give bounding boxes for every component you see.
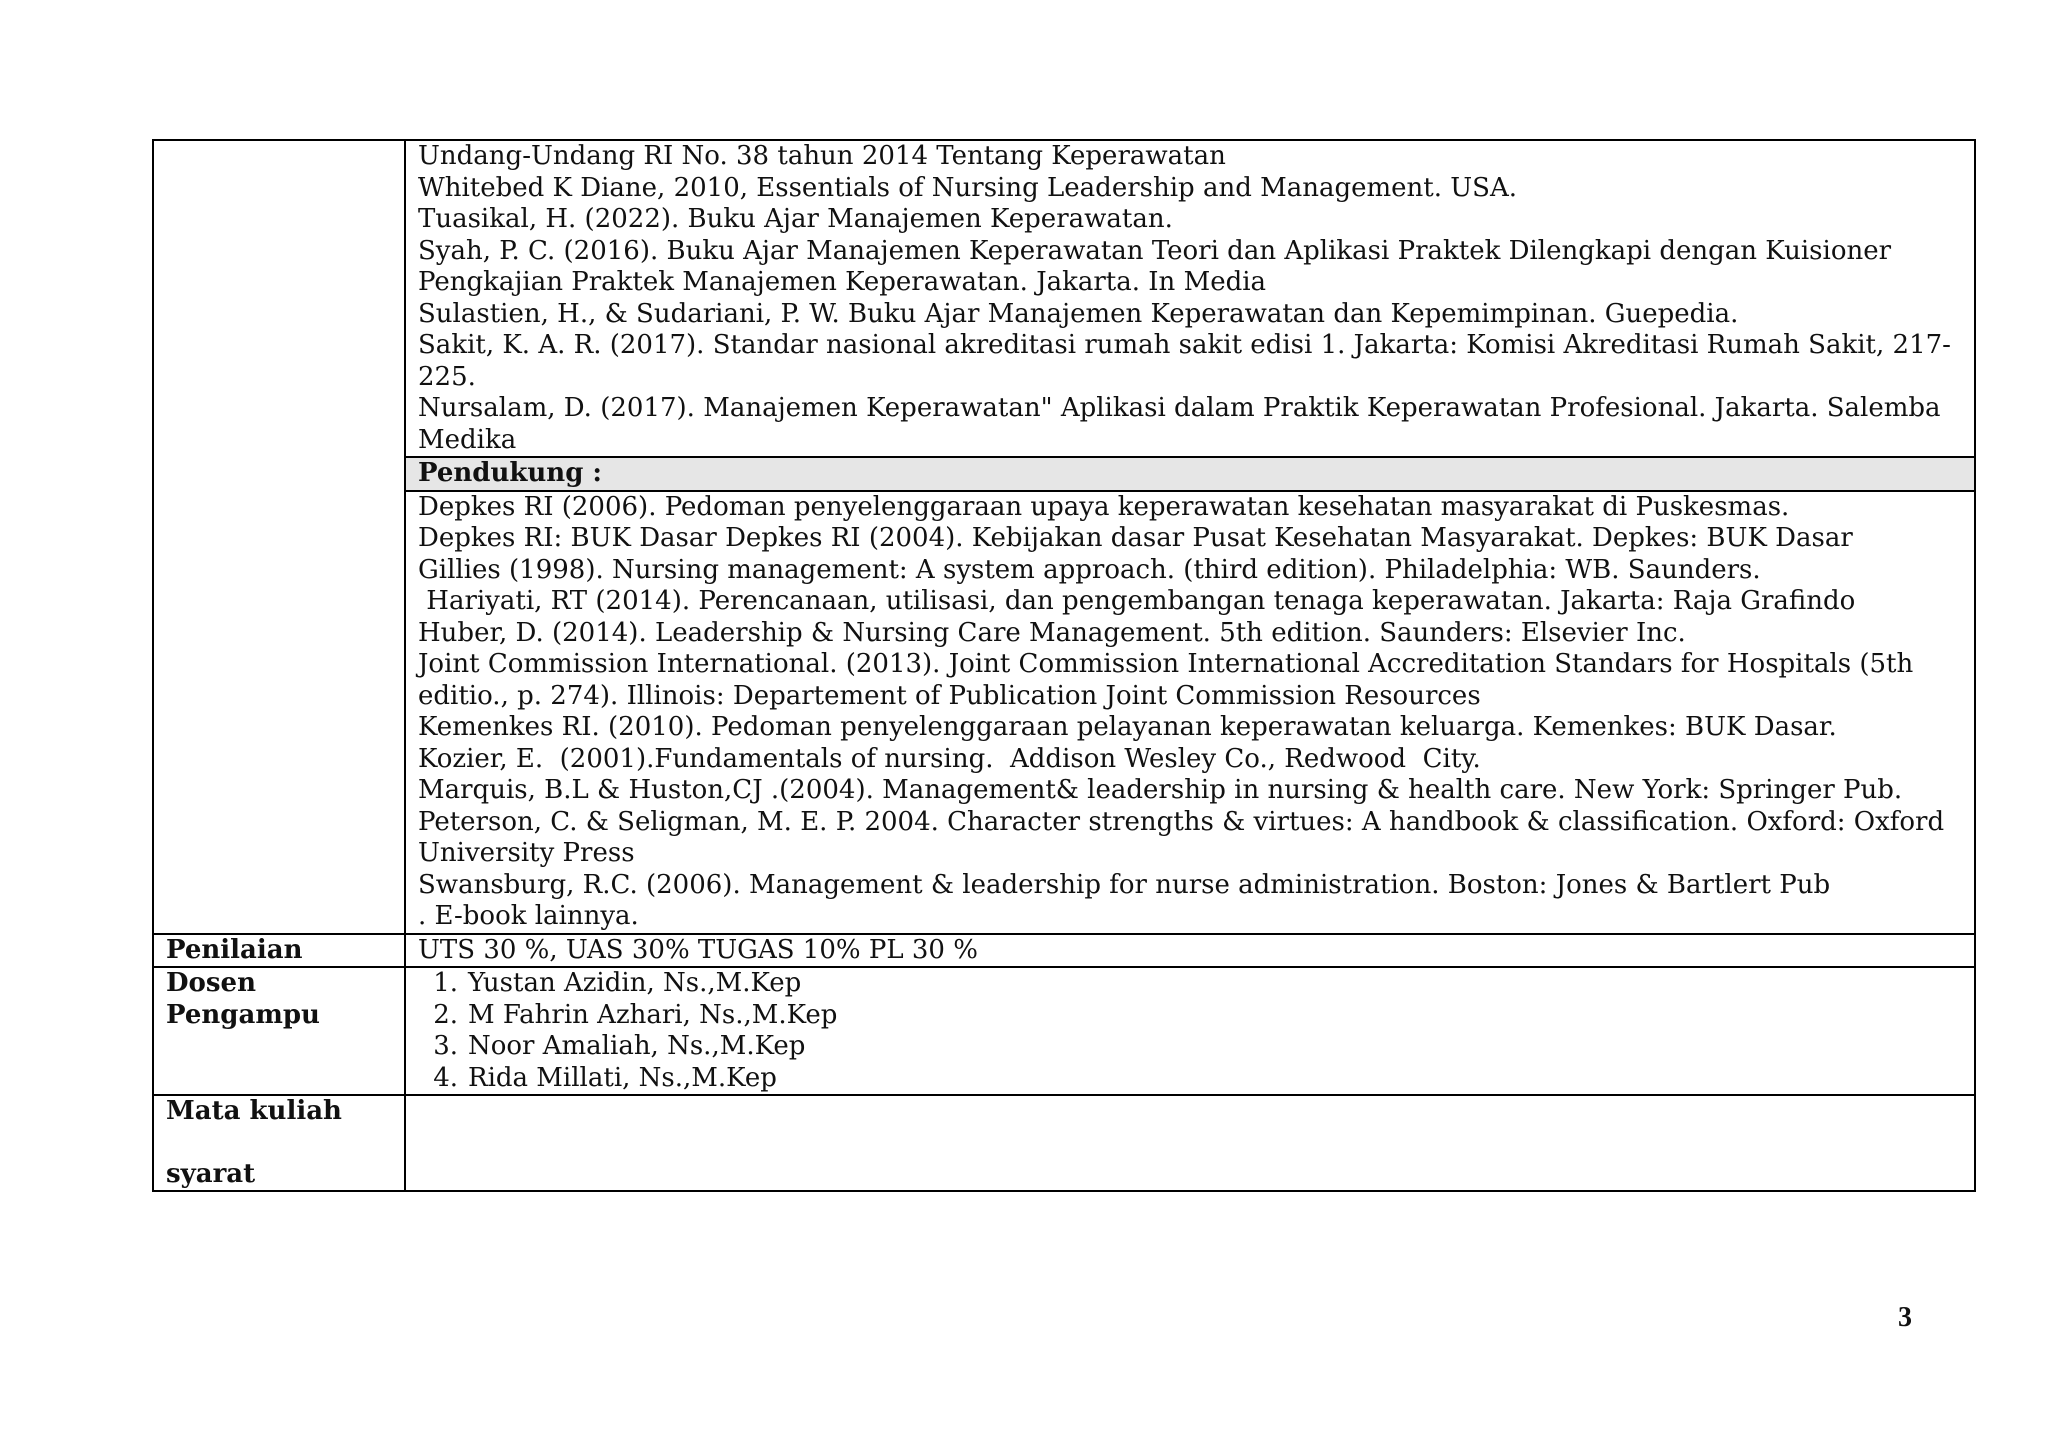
- pendukung-header-row: [153, 457, 1975, 491]
- pendukung-header: Pendukung :: [405, 457, 1975, 491]
- reference-item: Peterson, C. & Seligman, M. E. P. 2004. Character strengths & virtues: A handbook & classification. Oxford: Oxford University Press: [418, 806, 1945, 868]
- reference-item: Kozier, E. (2001).Fundamentals of nursing. Addison Wesley Co., Redwood City.: [418, 743, 1481, 774]
- dosen-item: [418, 1000, 1962, 1032]
- mata-kuliah-label-cell: [153, 1095, 405, 1191]
- dosen-name: Yustan Azidin, Ns.,M.Kep: [468, 968, 802, 998]
- dosen-name: Noor Amaliah, Ns.,M.Kep: [468, 1031, 806, 1061]
- list-number: 2.: [433, 999, 458, 1030]
- reference-item: Huber, D. (2014). Leadership & Nursing Care Management. 5th edition. Saunders: Elsevier Inc.: [418, 617, 1686, 648]
- page-number: 3: [1898, 1302, 1912, 1333]
- reference-item: Hariyati, RT (2014). Perencanaan, utilisasi, dan pengembangan tenaga keperawatan. Jakarta: Raja Grafindo: [418, 586, 1856, 616]
- dosen-item: [418, 1031, 1962, 1063]
- pendukung-references-cell: [405, 491, 1975, 934]
- label-spacer: [166, 1128, 392, 1159]
- reference-item: Sakit, K. A. R. (2017). Standar nasional akreditasi rumah sakit edisi 1. Jakarta: Komisi Akreditasi Rumah Sakit, 217-225.: [418, 330, 1951, 392]
- syarat-label: syarat: [166, 1158, 256, 1189]
- reference-item: Gillies (1998). Nursing management: A system approach. (third edition). Philadelphia: WB. Saunders.: [418, 554, 1761, 585]
- mata-kuliah-row: [153, 1095, 1975, 1191]
- reference-item: Swansburg, R.C. (2006). Management & leadership for nurse administration. Boston: Jones & Bartlert Pub: [418, 869, 1831, 900]
- penilaian-label: Penilaian: [153, 934, 405, 968]
- reference-item: Undang-Undang RI No. 38 tahun 2014 Tentang Keperawatan: [418, 141, 1226, 171]
- dosen-list-cell: [405, 967, 1975, 1095]
- penilaian-value: UTS 30 %, UAS 30% TUGAS 10% PL 30 %: [405, 934, 1975, 968]
- reference-item: . E-book lainnya.: [418, 901, 639, 931]
- reference-item: Syah, P. C. (2016). Buku Ajar Manajemen Keperawatan Teori dan Aplikasi Praktek Dilengkapi dengan Kuisioner Pengkajian Praktek Manajemen Keperawatan. Jakarta. In Media: [418, 235, 1892, 297]
- reference-item: Nursalam, D. (2017). Manajemen Keperawatan" Aplikasi dalam Praktik Keperawatan Profesional. Jakarta. Salemba Medika: [418, 393, 1941, 455]
- syllabus-table: [152, 139, 1976, 1192]
- references-label-cell: [153, 140, 405, 934]
- reference-item: Sulastien, H., & Sudariani, P. W. Buku Ajar Manajemen Keperawatan dan Kepemimpinan. Guepedia.: [418, 298, 1739, 329]
- pendukung-references-row: [153, 491, 1975, 934]
- reference-item: Whitebed K Diane, 2010, Essentials of Nursing Leadership and Management. USA.: [418, 172, 1518, 203]
- dosen-item: [418, 968, 1962, 1000]
- dosen-list: [418, 968, 1962, 1094]
- reference-item: Depkes RI: BUK Dasar Depkes RI (2004). Kebijakan dasar Pusat Kesehatan Masyarakat. Depkes: BUK Dasar: [418, 523, 1853, 553]
- list-number: 4.: [433, 1062, 458, 1093]
- list-number: 1.: [433, 968, 458, 998]
- dosen-item: [418, 1063, 1962, 1095]
- penilaian-row: [153, 934, 1975, 968]
- reference-item: Joint Commission International. (2013). Joint Commission International Accreditation Standars for Hospitals (5th editio., p. 274). Illinois: Departement of Publication Joint Commission Resources: [418, 649, 1914, 711]
- reference-item: Marquis, B.L & Huston,CJ .(2004). Management& leadership in nursing & health care. New York: Springer Pub.: [418, 775, 1903, 805]
- reference-item: Depkes RI (2006). Pedoman penyelenggaraan upaya keperawatan kesehatan masyarakat di Puskesmas.: [418, 491, 1790, 522]
- dosen-row: [153, 967, 1975, 1095]
- mata-kuliah-label: Mata kuliah: [166, 1096, 342, 1126]
- utama-references-cell: [405, 140, 1975, 457]
- dosen-name: Rida Millati, Ns.,M.Kep: [468, 1062, 777, 1093]
- reference-item: Tuasikal, H. (2022). Buku Ajar Manajemen Keperawatan.: [418, 204, 1173, 234]
- utama-references-row: [153, 140, 1975, 457]
- dosen-name: M Fahrin Azhari, Ns.,M.Kep: [468, 999, 838, 1030]
- dosen-label: Dosen Pengampu: [153, 967, 405, 1095]
- list-number: 3.: [433, 1031, 458, 1061]
- mata-kuliah-value: [405, 1095, 1975, 1191]
- reference-item: Kemenkes RI. (2010). Pedoman penyelenggaraan pelayanan keperawatan keluarga. Kemenkes: BUK Dasar.: [418, 712, 1837, 742]
